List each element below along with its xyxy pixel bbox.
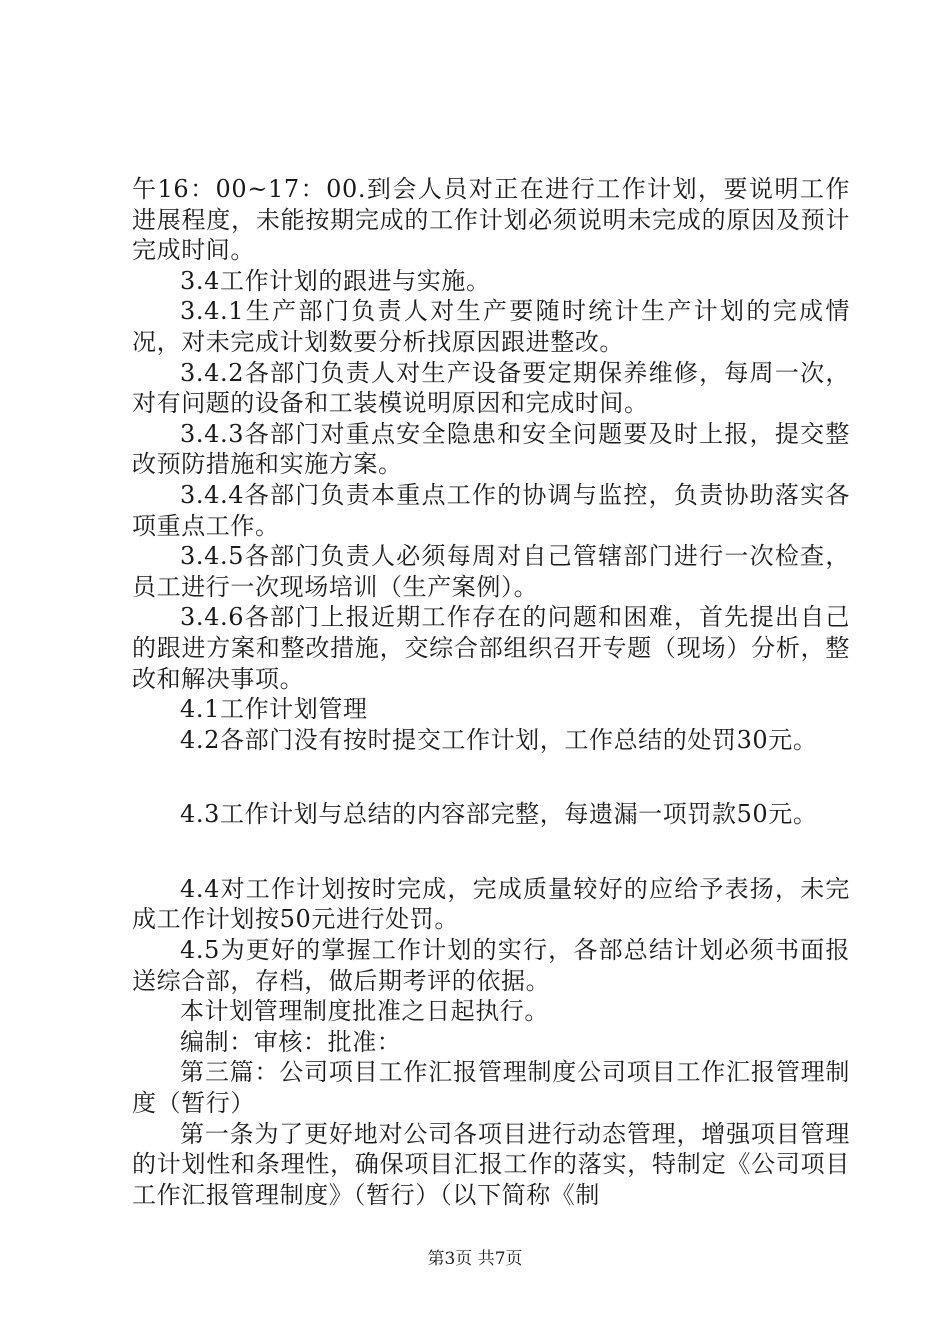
paragraph-4-5: 4.5为更好的掌握工作计划的实行，各部总结计划必须书面报送综合部，存档，做后期考评的依据。 xyxy=(132,936,850,995)
paragraph-4-3: 4.3工作计划与总结的内容部完整，每遗漏一项罚款50元。 xyxy=(180,800,818,829)
document-body xyxy=(132,174,850,1210)
paragraph-3-4-5: 3.4.5各部门负责人必须每周对自己管辖部门进行一次检查，员工进行一次现场培训（生产案例）。 xyxy=(132,542,850,601)
paragraph-3-4-4: 3.4.4各部门负责本重点工作的协调与监控，负责协助落实各项重点工作。 xyxy=(132,480,850,540)
paragraph-part-three-title: 第三篇：公司项目工作汇报管理制度公司项目工作汇报管理制度（暂行） xyxy=(132,1058,850,1118)
paragraph-3-4-2: 3.4.2各部门负责人对生产设备要定期保养维修，每周一次，对有问题的设备和工装模说明原因和完成时间。 xyxy=(132,358,850,418)
paragraph-3-4-1: 3.4.1生产部门负责人对生产要随时统计生产计划的完成情况，对未完成计划数要分析找原因跟进整改。 xyxy=(132,297,850,356)
paragraph-4-1: 4.1工作计划管理 xyxy=(180,695,368,724)
paragraph-signoff: 编制：审核：批准： xyxy=(180,1027,402,1056)
paragraph-3-4-3: 3.4.3各部门对重点安全隐患和安全问题要及时上报，提交整改预防措施和实施方案。 xyxy=(132,419,850,479)
page-number-footer: 第3页 共7页 xyxy=(427,1249,523,1269)
paragraph-4-4: 4.4对工作计划按时完成，完成质量较好的应给予表扬，未完成工作计划按50元进行处罚。 xyxy=(132,874,850,934)
paragraph-4-2: 4.2各部门没有按时提交工作计划，工作总结的处罚30元。 xyxy=(180,725,818,754)
paragraph-3-4-6: 3.4.6各部门上报近期工作存在的问题和困难，首先提出自己的跟进方案和整改措施，交综合部组织召开专题（现场）分析，整改和解决事项。 xyxy=(132,603,850,693)
paragraph-3-4-heading: 3.4工作计划的跟进与实施。 xyxy=(180,266,491,295)
paragraph-article-one: 第一条为了更好地对公司各项目进行动态管理，增强项目管理的计划性和条理性，确保项目汇报工作的落实，特制定《公司项目工作汇报管理制度》（暂行）（以下简称《制 xyxy=(132,1119,850,1209)
paragraph-effective-date: 本计划管理制度批准之日起执行。 xyxy=(180,997,549,1026)
paragraph-meeting-time: 午16：00~17：00.到会人员对正在进行工作计划，要说明工作进展程度，未能按期完成的工作计划必须说明未完成的原因及预计完成时间。 xyxy=(132,175,850,265)
